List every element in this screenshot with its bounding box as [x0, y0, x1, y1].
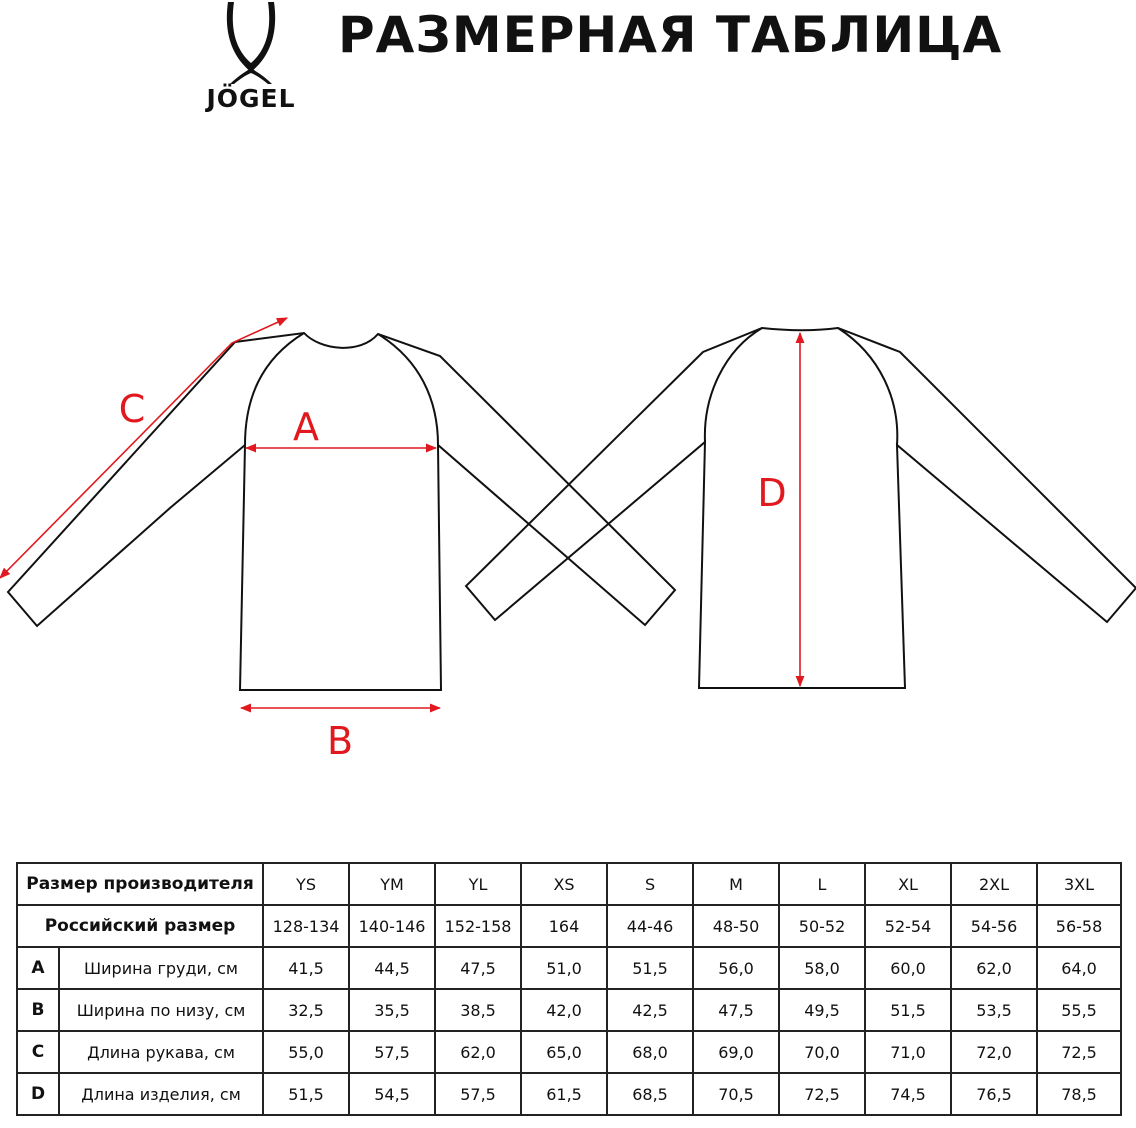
table-cell: 71,0 [865, 1031, 951, 1073]
measure-c-label: C [118, 387, 146, 431]
table-cell: 54,5 [349, 1073, 435, 1115]
russian-size: 56-58 [1037, 905, 1121, 947]
russian-size: 50-52 [779, 905, 865, 947]
russian-size: 140-146 [349, 905, 435, 947]
size-header: 2XL [951, 863, 1037, 905]
table-cell: 62,0 [435, 1031, 521, 1073]
table-cell: 70,5 [693, 1073, 779, 1115]
shirt-back-outline [466, 328, 1136, 688]
row-parameter: Длина рукава, см [59, 1031, 263, 1073]
table-cell: 74,5 [865, 1073, 951, 1115]
page-title: РАЗМЕРНАЯ ТАБЛИЦА [338, 6, 1003, 64]
table-cell: 72,5 [779, 1073, 865, 1115]
table-cell: 41,5 [263, 947, 349, 989]
table-cell: 56,0 [693, 947, 779, 989]
russian-size: 44-46 [607, 905, 693, 947]
table-cell: 61,5 [521, 1073, 607, 1115]
row-parameter: Ширина по низу, см [59, 989, 263, 1031]
size-header: L [779, 863, 865, 905]
table-cell: 72,0 [951, 1031, 1037, 1073]
size-header: XS [521, 863, 607, 905]
row-letter: B [17, 989, 59, 1031]
table-cell: 47,5 [435, 947, 521, 989]
table-cell: 51,5 [263, 1073, 349, 1115]
measure-d-label: D [757, 471, 787, 515]
russian-size-label: Российский размер [17, 905, 263, 947]
table-cell: 51,0 [521, 947, 607, 989]
table-cell: 42,5 [607, 989, 693, 1031]
row-parameter: Длина изделия, см [59, 1073, 263, 1115]
row-letter: A [17, 947, 59, 989]
size-header: YL [435, 863, 521, 905]
russian-size: 128-134 [263, 905, 349, 947]
russian-size: 48-50 [693, 905, 779, 947]
table-cell: 68,5 [607, 1073, 693, 1115]
table-cell: 68,0 [607, 1031, 693, 1073]
table-row-manufacturer [17, 863, 1121, 905]
table-cell: 65,0 [521, 1031, 607, 1073]
table-cell: 47,5 [693, 989, 779, 1031]
table-cell: 35,5 [349, 989, 435, 1031]
table-cell: 55,0 [263, 1031, 349, 1073]
shirt-front-outline [8, 333, 675, 690]
table-row-russian [17, 905, 1121, 947]
table-cell: 38,5 [435, 989, 521, 1031]
table-cell: 55,5 [1037, 989, 1121, 1031]
size-header: XL [865, 863, 951, 905]
table-cell: 58,0 [779, 947, 865, 989]
table-row-b [17, 989, 1121, 1031]
russian-size: 52-54 [865, 905, 951, 947]
table-cell: 57,5 [349, 1031, 435, 1073]
table-cell: 53,5 [951, 989, 1037, 1031]
size-header: YM [349, 863, 435, 905]
size-header: YS [263, 863, 349, 905]
table-cell: 64,0 [1037, 947, 1121, 989]
row-letter: D [17, 1073, 59, 1115]
table-cell: 76,5 [951, 1073, 1037, 1115]
table-cell: 57,5 [435, 1073, 521, 1115]
table-cell: 49,5 [779, 989, 865, 1031]
table-cell: 78,5 [1037, 1073, 1121, 1115]
brand-wordmark: JÖGEL [206, 84, 296, 113]
table-cell: 42,0 [521, 989, 607, 1031]
size-header: M [693, 863, 779, 905]
size-header: 3XL [1037, 863, 1121, 905]
russian-size: 54-56 [951, 905, 1037, 947]
table-cell: 70,0 [779, 1031, 865, 1073]
table-cell: 32,5 [263, 989, 349, 1031]
table-cell: 60,0 [865, 947, 951, 989]
table-cell: 51,5 [607, 947, 693, 989]
size-header: S [607, 863, 693, 905]
table-row-c [17, 1031, 1121, 1073]
row-parameter: Ширина груди, см [59, 947, 263, 989]
table-cell: 72,5 [1037, 1031, 1121, 1073]
garment-diagram [0, 300, 1136, 770]
size-table [16, 862, 1122, 1116]
row-letter: C [17, 1031, 59, 1073]
manufacturer-size-label: Размер производителя [17, 863, 263, 905]
russian-size: 164 [521, 905, 607, 947]
table-row-d [17, 1073, 1121, 1115]
measure-a-label: A [293, 405, 319, 449]
russian-size: 152-158 [435, 905, 521, 947]
measure-b-label: B [326, 719, 354, 763]
table-cell: 51,5 [865, 989, 951, 1031]
table-cell: 62,0 [951, 947, 1037, 989]
table-cell: 44,5 [349, 947, 435, 989]
table-cell: 69,0 [693, 1031, 779, 1073]
table-row-a [17, 947, 1121, 989]
